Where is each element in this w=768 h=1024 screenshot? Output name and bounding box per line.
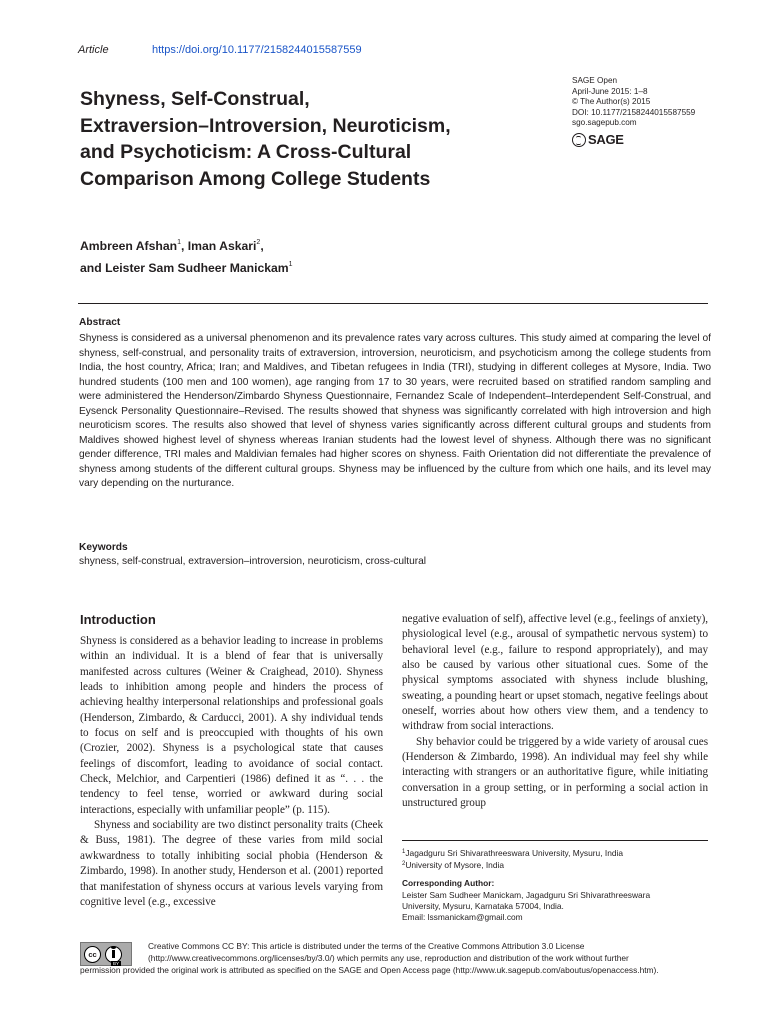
affiliation-marker: 1 — [288, 260, 293, 268]
author-list — [80, 234, 560, 277]
title-line: Comparison Among College Students — [80, 167, 431, 190]
affiliation-1: Jagadguru Sri Shivarathreeswara University, Mysuru, India — [405, 848, 624, 858]
journal-doi: DOI: 10.1177/2158244015587559 — [572, 107, 696, 117]
affiliation-marker: 2 — [256, 239, 261, 246]
author-separator: , — [180, 239, 188, 253]
license-line: permission provided the original work is attributed as specified on the SAGE and Open Access page (http://www.uk.sagepub.com/aboutus/openaccess.htm). — [80, 964, 659, 975]
cc-icon-label: cc — [88, 949, 97, 959]
author-name: Iman Askari — [187, 239, 257, 253]
corresponding-author-line: University, Mysuru, Karnataka 57004, India. — [402, 900, 564, 911]
author-name: Leister Sam Sudheer Manickam — [105, 260, 289, 275]
doi-link[interactable]: https://doi.org/10.1177/2158244015587559 — [152, 44, 362, 56]
journal-copyright: © The Author(s) 2015 — [572, 97, 651, 107]
license-text — [80, 941, 720, 976]
body-paragraph: Shy behavior could be triggered by a wide variety of arousal cues (Henderson & Zimbardo, 1998). An individual may feel shy while interacting with strangers or an authoritative figure, while initiating conversation in a group setting, or in performing a social action in unstructured group — [402, 735, 708, 810]
footnotes — [402, 847, 712, 923]
sage-logo-text: SAGE — [588, 132, 624, 147]
article-title — [80, 86, 550, 192]
introduction-heading: Introduction — [80, 612, 156, 627]
affiliation-2: University of Mysore, India — [405, 860, 505, 871]
by-label: BY — [113, 961, 120, 966]
license-line: Creative Commons CC BY: This article is distributed under the terms of the Creative Commons Attribution 3.0 License — [148, 941, 585, 951]
left-column — [80, 634, 383, 910]
title-line: Shyness, Self-Construal, — [80, 88, 310, 110]
abstract-heading: Abstract — [79, 317, 121, 328]
affiliation-marker: 1 — [402, 849, 406, 855]
title-line: and Psychoticism: A Cross-Cultural — [80, 141, 412, 163]
title-line: Extraversion–Introversion, Neuroticism, — [80, 114, 451, 137]
corresponding-author-email[interactable]: Email: lssmanickam@gmail.com — [402, 912, 523, 923]
sage-logo-icon — [572, 133, 586, 147]
journal-meta — [572, 76, 752, 129]
author-name: Ambreen Afshan — [80, 239, 178, 253]
right-column — [402, 612, 708, 811]
license-line: (http://www.creativecommons.org/licenses/by/3.0/) which permits any use, reproduction and distribution of the work without further — [148, 952, 629, 963]
abstract-top-rule — [78, 303, 708, 304]
author-separator: , — [260, 239, 264, 253]
journal-name: SAGE Open — [572, 76, 618, 85]
keywords-text: shyness, self-construal, extraversion–introversion, neuroticism, cross-cultural — [79, 556, 427, 567]
article-type-label: Article — [78, 44, 109, 56]
keywords-heading: Keywords — [79, 542, 128, 553]
affiliation-marker: 1 — [177, 239, 181, 246]
journal-issue: April-June 2015: 1–8 — [572, 86, 648, 96]
corresponding-author-heading: Corresponding Author: — [402, 878, 495, 889]
author-conjunction: and — [80, 260, 106, 275]
body-paragraph: Shyness is considered as a behavior leading to increase in problems within an individual. It is a blend of fear that is universally manifested across cultures (Weiner & Craighead, 2010). Shyness leads to inhibition among people and hinders the process of achieving healthy interpersonal relationships and professional goals (Henderson, Zimbardo, & Carducci, 2001). A shy individual tends to focus on self and is preoccupied with thoughts of his own (Crozier, 2002). Shyness is a psychological state that causes feelings of discomfort, leading to avoidance of social contact. Check, Melchior, and Carpentieri (1986) defined it as “. . . the tendency to feel tense, worried or awkward during social interactions, especially with unfamiliar people” (p. 115). — [80, 635, 383, 816]
body-paragraph: Shyness and sociability are two distinct personality traits (Cheek & Buss, 1981). The degree of these varies from mild social awkwardness to totally inhibiting social phobia (Henderson & Zimbardo, 1998). In another study, Henderson et al. (2001) reported that manifestation of shyness occurs at various levels varying from cognitive level (e.g., excessive — [80, 819, 383, 908]
footnote-rule — [402, 840, 708, 841]
corresponding-author-line: Leister Sam Sudheer Manickam, Jagadguru Sri Shivarathreeswara — [402, 889, 651, 900]
journal-website[interactable]: sgo.sagepub.com — [572, 118, 637, 128]
sage-logo — [572, 132, 624, 147]
body-paragraph: negative evaluation of self), affective level (e.g., feelings of anxiety), physiological level (e.g., arousal of sympathetic nervous system) to behavioral level (e.g., failure to respond appropriately), and may also be caused by various other situational cues. Some of the physical symptoms associated with shyness include blushing, sweating, a pounding heart or upset stomach, negative feelings about oneself, worries about how others view them, and a tendency to withdraw from social interactions. — [402, 613, 708, 733]
abstract-text: Shyness is considered as a universal phenomenon and its prevalence rates vary across cultures. This study aimed at comparing the level of shyness, self-construal, and personality traits of extraversion, introversion, neuroticism, and psychoticism among the college students from India, the host country, Africa; Iran; and Maldives, and Tibetan refugees in India (TRI), studying in different colleges at Mysore, India. Two hundred students (100 men and 100 women), age ranging from 17 to 30 years, were recruited based on stratified random sampling and were administered the Henderson/Zimbardo Shyness Questionnaire, Fernandez Scale of Independent–Interdependent Self-Construal, and Eysenck Personality Questionnaire–Revised. The results showed that shyness was significantly correlated with high introversion and high neuroticism scores. The results also showed that level of shyness varies significantly across different cultural groups and students from Maldives showed highest level of shyness whereas Iranian students had the lowest level of shyness. Although there was no significant gender difference, TRI males and Maldivian females had higher scores on shyness. Faith Orientation did not differentiate the prevalence of shyness among students of the different cultural groups. Shyness may be influenced by the culture from which one hails, and its level may vary depending on the nurturance. — [79, 333, 711, 489]
affiliation-marker: 2 — [402, 861, 406, 868]
